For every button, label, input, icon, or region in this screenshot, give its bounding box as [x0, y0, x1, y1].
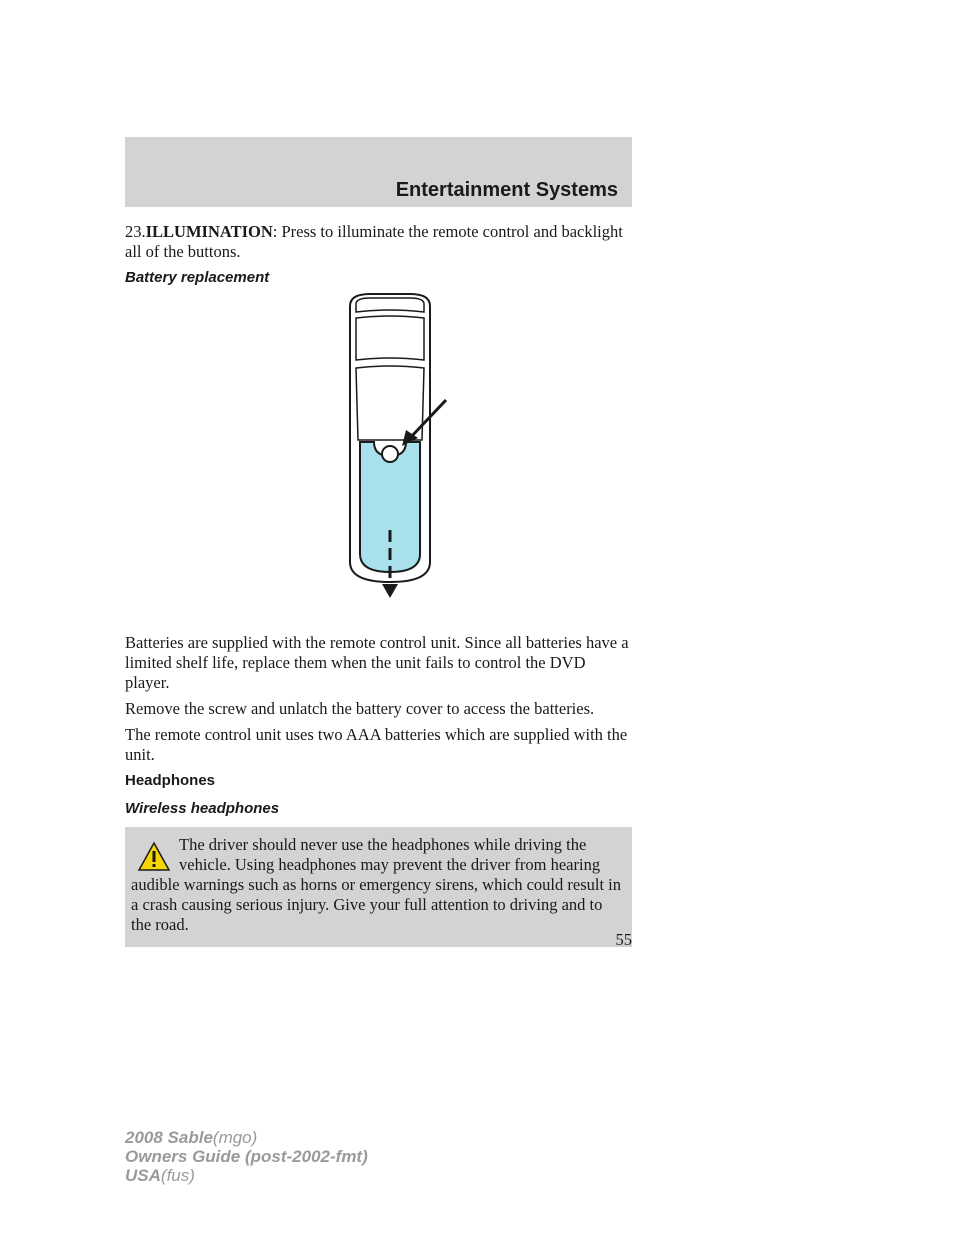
item-number: 23. [125, 222, 146, 241]
battery-paragraph-2: Remove the screw and unlatch the battery cover to access the batteries. [125, 699, 595, 718]
battery-paragraph-1: Batteries are supplied with the remote control unit. Since all batteries have a limited shelf life, replace them when the unit fails to control the DVD player. [125, 633, 629, 692]
battery-heading: Battery replacement [125, 269, 270, 286]
warning-box [125, 827, 632, 947]
warning-triangle-icon [137, 841, 171, 873]
remote-control-illustration [310, 292, 560, 612]
footer-line-3: USA(fus) [125, 1166, 195, 1185]
item-description: : Press to illuminate the remote control and backlight all of the buttons. [125, 222, 623, 261]
section-title: Entertainment Systems [395, 179, 618, 201]
remote-battery-figure [125, 288, 632, 623]
footer-line-2: Owners Guide (post-2002-fmt) [125, 1147, 368, 1166]
battery-paragraph-3: The remote control unit uses two AAA batteries which are supplied with the unit. [125, 725, 628, 764]
remote-top-cap [356, 298, 424, 312]
slide-direction-head [382, 584, 398, 598]
wireless-headphones-heading: Wireless headphones [125, 800, 280, 817]
document-footer [125, 1128, 368, 1185]
remote-middle-panel [356, 366, 424, 440]
page-number: 55 [615, 930, 632, 949]
warning-text: The driver should never use the headphones while driving the vehicle. Using headphones may prevent the driver from hearing audible warnings such as horns or emergency sirens, which could result in a crash causing serious injury. Give your full attention to driving and to the road. [131, 835, 621, 934]
item-23-paragraph [125, 222, 632, 262]
section-header-band [125, 137, 632, 207]
battery-cover-screw [382, 446, 398, 462]
remote-upper-panel [356, 316, 424, 360]
headphones-heading: Headphones [125, 772, 216, 789]
footer-line-1: 2008 Sable(mgo) [125, 1128, 258, 1147]
item-label: ILLUMINATION [145, 222, 273, 241]
page-content [125, 222, 632, 947]
